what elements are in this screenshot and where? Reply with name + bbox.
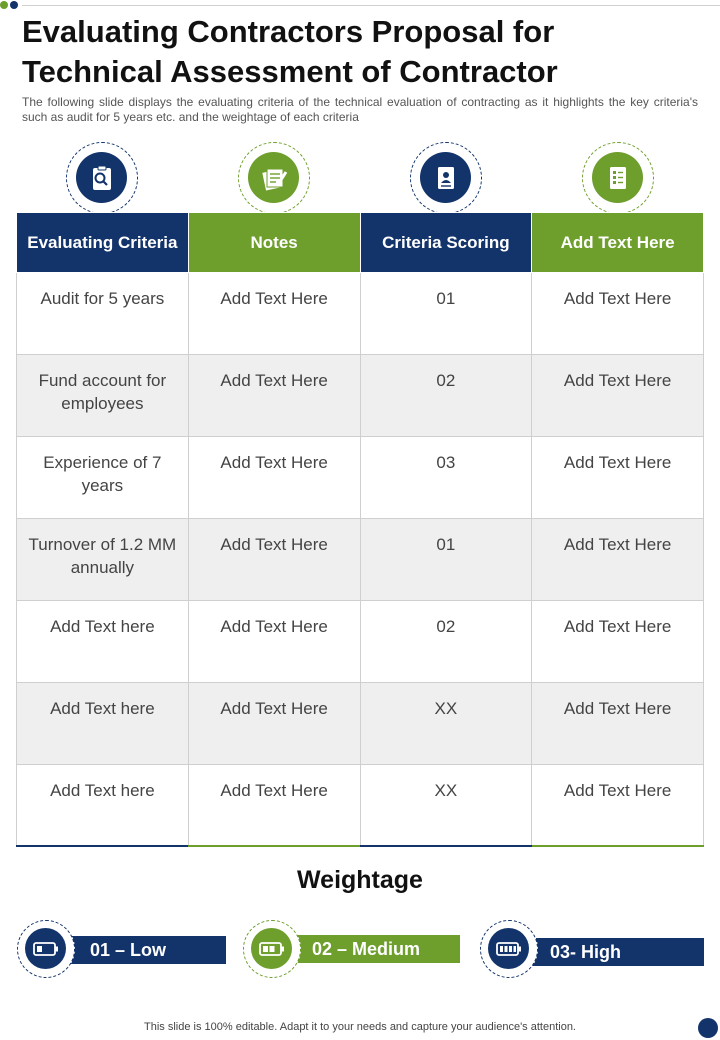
cell-notes: Add Text Here: [188, 355, 360, 437]
footer-note: This slide is 100% editable. Adapt it to your needs and capture your audience's attention.: [144, 1021, 576, 1033]
battery-high-icon: [496, 941, 522, 957]
table-row: [17, 601, 704, 683]
top-dot-green: [0, 1, 8, 9]
cell-criteria: Fund account for employees: [17, 355, 189, 437]
cell-notes: Add Text Here: [188, 437, 360, 519]
cell-extra: Add Text Here: [532, 683, 704, 765]
weightage-high-label: 03- High: [550, 942, 622, 962]
table-bottom-rule-1: [16, 845, 188, 847]
scoring-document-icon: [431, 163, 461, 193]
weightage-high-circle: [480, 920, 538, 978]
cell-scoring: 03: [360, 437, 532, 519]
cell-criteria: Turnover of 1.2 MM annually: [17, 519, 189, 601]
clipboard-search-icon-circle: [66, 142, 138, 214]
cell-scoring: 01: [360, 273, 532, 355]
weightage-medium-circle: [243, 920, 301, 978]
cell-notes: Add Text Here: [188, 273, 360, 355]
weightage-medium-label: 02 – Medium: [312, 939, 421, 959]
header-criteria-scoring: Criteria Scoring: [360, 213, 532, 273]
cell-scoring: 02: [360, 601, 532, 683]
battery-medium-icon: [259, 941, 285, 957]
weightage-heading: Weightage: [297, 866, 423, 894]
notes-pencil-icon: [259, 163, 289, 193]
weightage-low-circle: [17, 920, 75, 978]
cell-criteria: Add Text here: [17, 601, 189, 683]
table-row: [17, 519, 704, 601]
top-dot-blue: [10, 1, 18, 9]
checklist-icon-circle: [582, 142, 654, 214]
checklist-icon: [603, 163, 633, 193]
table-bottom-rule-4: [532, 845, 704, 847]
criteria-table: [16, 212, 704, 847]
cell-extra: Add Text Here: [532, 355, 704, 437]
header-add-text: Add Text Here: [532, 213, 704, 273]
cell-extra: Add Text Here: [532, 519, 704, 601]
cell-scoring: XX: [360, 683, 532, 765]
table-header-row: [17, 213, 704, 273]
battery-low-icon: [33, 941, 59, 957]
cell-scoring: XX: [360, 765, 532, 847]
weightage-high-bar: [510, 938, 704, 966]
table-row: [17, 355, 704, 437]
cell-criteria: Add Text here: [17, 765, 189, 847]
table-bottom-rule-3: [360, 845, 532, 847]
clipboard-search-icon: [87, 163, 117, 193]
cell-extra: Add Text Here: [532, 437, 704, 519]
cell-notes: Add Text Here: [188, 519, 360, 601]
header-notes: Notes: [188, 213, 360, 273]
notes-pencil-icon-circle: [238, 142, 310, 214]
table-row: [17, 437, 704, 519]
cell-scoring: 01: [360, 519, 532, 601]
header-evaluating-criteria: Evaluating Criteria: [17, 213, 189, 273]
scoring-document-icon-circle: [410, 142, 482, 214]
page-subtitle: The following slide displays the evaluating criteria of the technical evaluation of contracting as it highlights the key criteria's such as audit for 5 years etc. and the weightage of each criteria: [22, 95, 698, 124]
top-rule: [22, 5, 720, 6]
cell-notes: Add Text Here: [188, 765, 360, 847]
cell-extra: Add Text Here: [532, 765, 704, 847]
cell-criteria: Add Text here: [17, 683, 189, 765]
cell-notes: Add Text Here: [188, 601, 360, 683]
corner-dot: [698, 1018, 718, 1038]
cell-criteria: Audit for 5 years: [17, 273, 189, 355]
table-row: [17, 273, 704, 355]
table-row: [17, 683, 704, 765]
table-row: [17, 765, 704, 847]
cell-notes: Add Text Here: [188, 683, 360, 765]
cell-extra: Add Text Here: [532, 273, 704, 355]
table-bottom-rule-2: [188, 845, 360, 847]
weightage-low-label: 01 – Low: [90, 940, 167, 960]
page-title: Evaluating Contractors Proposal for Technical Assessment of Contractor: [22, 14, 558, 89]
cell-scoring: 02: [360, 355, 532, 437]
cell-criteria: Experience of 7 years: [17, 437, 189, 519]
cell-extra: Add Text Here: [532, 601, 704, 683]
